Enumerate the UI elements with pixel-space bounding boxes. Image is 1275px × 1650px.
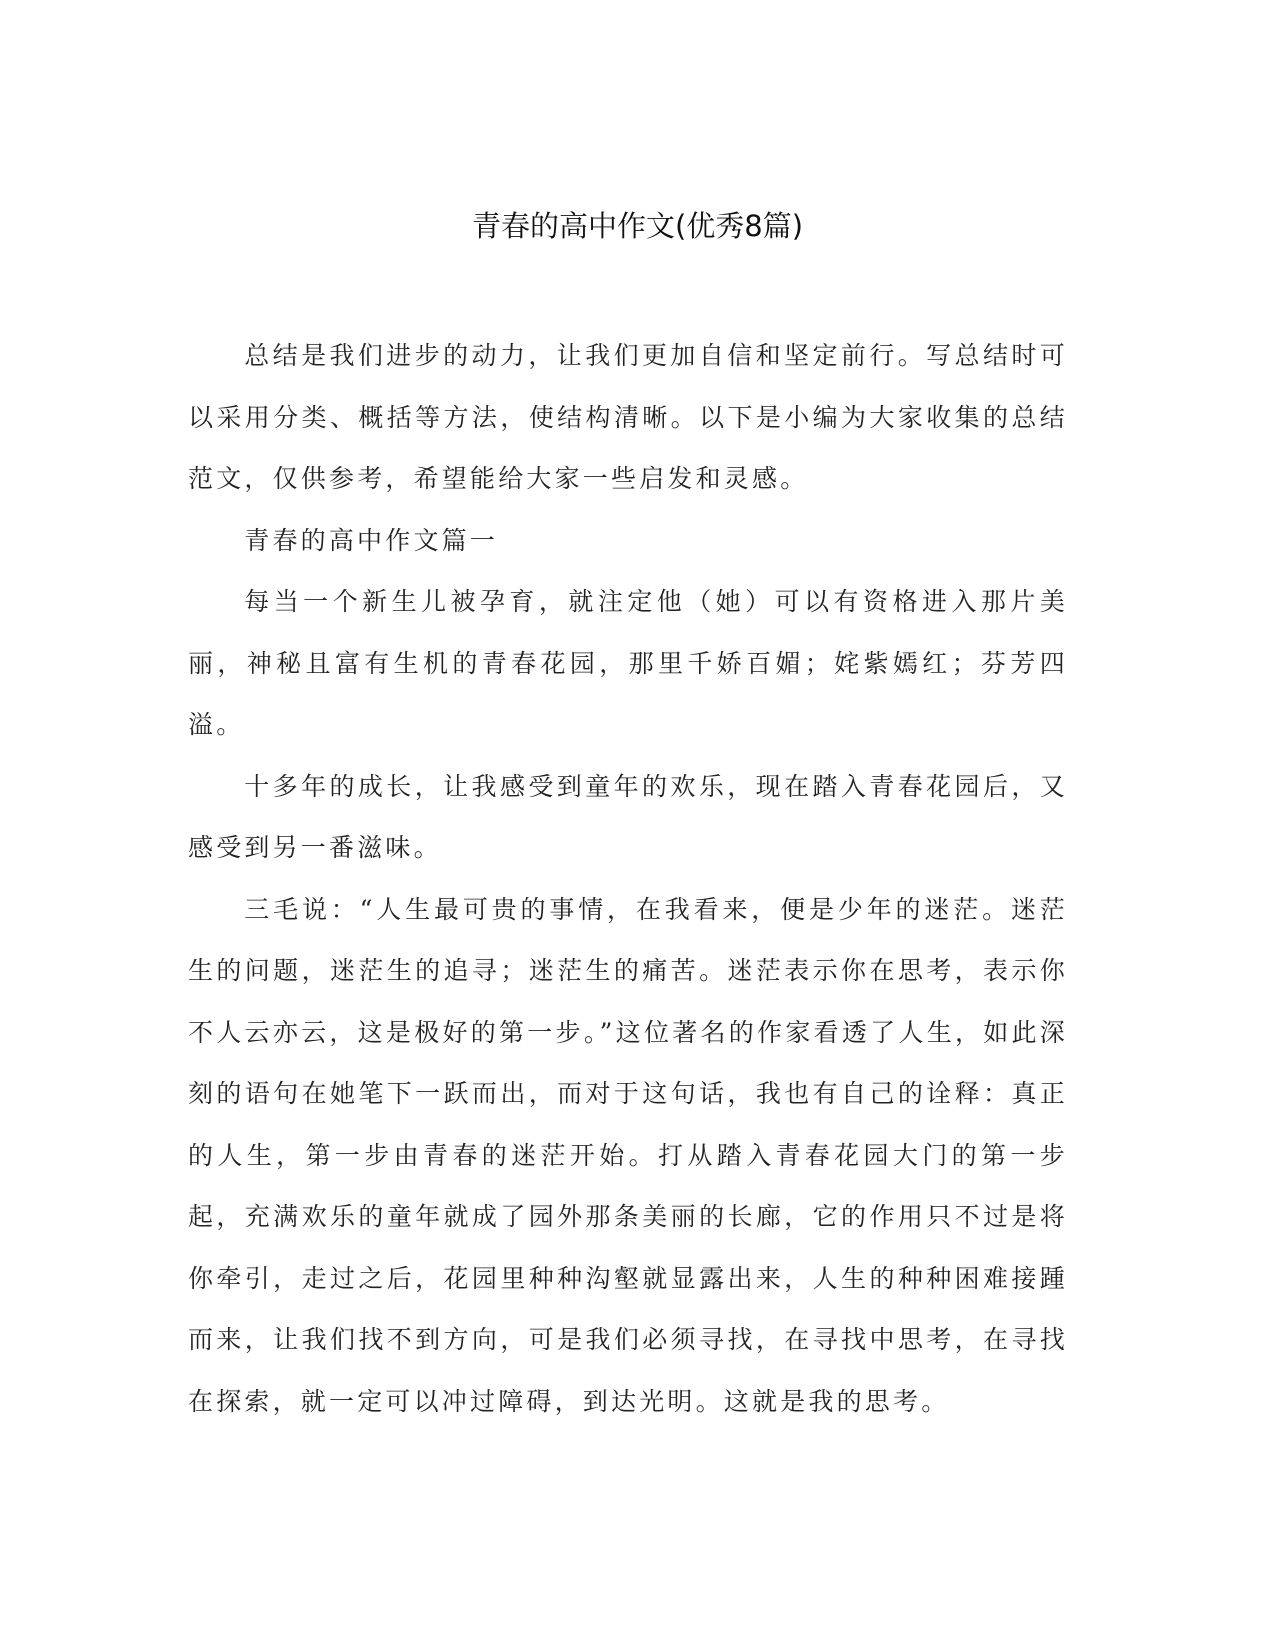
document-title: 青春的高中作文(优秀8篇) — [471, 209, 804, 243]
body-paragraph: 三毛说：“人生最可贵的事情，在我看来，便是少年的迷茫。迷茫生的问题，迷茫生的追寻；迷茫生的痛苦。迷茫表示你在思考，表示你不人云亦云，这是极好的第一步。”这位著名的作家看透了人生，如此深刻的语句在她笔下一跃而出，而对于这句话，我也有自己的诠释：真正的人生，第一步由青春的迷茫开始。打从踏入青春花园大门的第一步起，充满欢乐的童年就成了园外那条美丽的长廊，它的作用只不过是将你牵引，走过之后，花园里种种沟壑就显露出来，人生的种种困难接踵而来，让我们找不到方向，可是我们必须寻找，在寻找中思考，在寻找在探索，就一定可以冲过障碍，到达光明。这就是我的思考。 — [188, 894, 1068, 1416]
section-heading: 青春的高中作文篇一 — [244, 525, 499, 555]
document-body — [188, 325, 1068, 1432]
body-paragraph: 每当一个新生儿被孕育，就注定他（她）可以有资格进入那片美丽，神秘且富有生机的青春花园，那里千娇百媚；姹紫嫣红；芬芳四溢。 — [188, 587, 1068, 739]
body-paragraph: 十多年的成长，让我感受到童年的欢乐，现在踏入青春花园后，又感受到另一番滋味。 — [188, 771, 1068, 862]
intro-paragraph: 总结是我们进步的动力，让我们更加自信和坚定前行。写总结时可以采用分类、概括等方法，使结构清晰。以下是小编为大家收集的总结范文，仅供参考，希望能给大家一些启发和灵感。 — [188, 341, 1068, 493]
